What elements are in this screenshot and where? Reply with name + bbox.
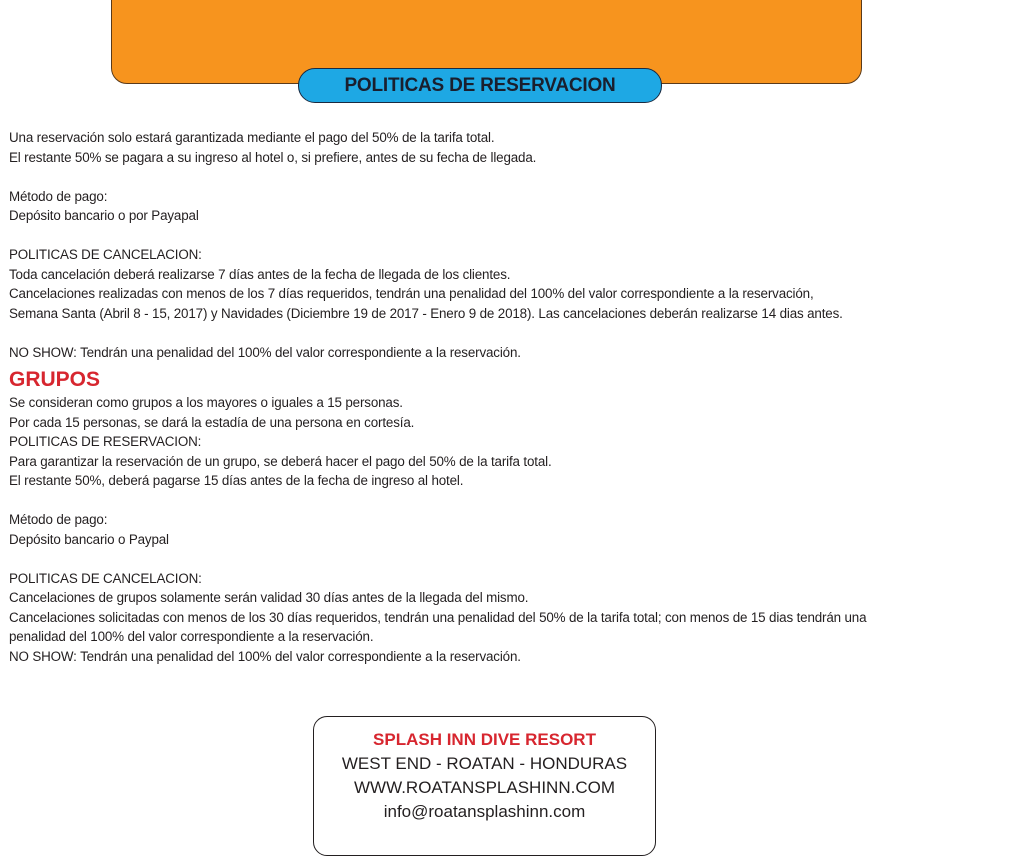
section-title-pill <box>298 68 662 103</box>
groups-intro-line-1: Se consideran como grupos a los mayores o iguales a 15 personas. <box>9 395 403 410</box>
cancellation-line-1: Toda cancelación deberá realizarse 7 días antes de la fecha de llegada de los clientes. <box>9 266 511 282</box>
groups-intro-line-2: Por cada 15 personas, se dará la estadía de una persona en cortesía. <box>9 414 415 430</box>
spacer <box>9 549 1019 569</box>
cancellation-heading: POLITICAS DE CANCELACION: <box>9 247 202 262</box>
groups-cancellation-line-1: Cancelaciones de grupos solamente serán validad 30 días antes de la llegada del mismo. <box>9 590 529 605</box>
reservation-line-1: Una reservación solo estará garantizada mediante el pago del 50% de la tarifa total. <box>9 130 495 145</box>
groups-cancellation-line-3: penalidad del 100% del valor correspondiente a la reservación. <box>9 629 374 644</box>
groups-cancellation-line-2: Cancelaciones solicitadas con menos de los 30 días requeridos, tendrán una penalidad del 50% de la tarifa total; con menos de 15 dias tendrán una <box>9 609 867 625</box>
groups-heading: GRUPOS <box>9 368 101 391</box>
groups-reservation-heading: POLITICAS DE RESERVACION: <box>9 434 202 449</box>
no-show-policy: NO SHOW: Tendrán una penalidad del 100% del valor correspondiente a la reservación. <box>9 344 521 360</box>
groups-cancellation-heading: POLITICAS DE CANCELACION: <box>9 570 202 586</box>
email-link[interactable]: info@roatansplashinn.com <box>383 802 586 821</box>
spacer <box>9 167 1019 187</box>
section-title: POLITICAS DE RESERVACION <box>344 74 616 96</box>
spacer <box>9 323 1019 343</box>
payment-method-label: Método de pago: <box>9 188 108 204</box>
groups-payment-value: Depósito bancario o Paypal <box>9 531 169 547</box>
spacer <box>9 491 1019 511</box>
groups-no-show-policy: NO SHOW: Tendrán una penalidad del 100% del valor correspondiente a la reservación. <box>9 648 521 664</box>
cancellation-line-3: Semana Santa (Abril 8 - 15, 2017) y Navidades (Diciembre 19 de 2017 - Enero 9 de 2018). Las cancelaciones deberán realizarse 14 dias antes. <box>9 305 843 321</box>
reservation-line-2: El restante 50% se pagara a su ingreso al hotel o, si prefiere, antes de su fecha de llegada. <box>9 149 537 165</box>
resort-name: SPLASH INN DIVE RESORT <box>373 730 596 749</box>
policy-content <box>9 128 1019 666</box>
website-link[interactable]: WWW.ROATANSPLASHINN.COM <box>354 778 615 797</box>
spacer <box>9 226 1019 246</box>
groups-reservation-line-2: El restante 50%, deberá pagarse 15 días antes de la fecha de ingreso al hotel. <box>9 473 464 488</box>
groups-reservation-line-1: Para garantizar la reservación de un grupo, se deberá hacer el pago del 50% de la tarifa total. <box>9 453 552 469</box>
contact-footer-box <box>313 716 656 856</box>
groups-payment-label: Método de pago: <box>9 512 108 527</box>
cancellation-line-2: Cancelaciones realizadas con menos de los 7 días requeridos, tendrán una penalidad del 100% del valor correspondiente a la reservación, <box>9 286 814 301</box>
resort-location: WEST END - ROATAN - HONDURAS <box>341 754 628 773</box>
payment-method-value: Depósito bancario o por Payapal <box>9 208 199 223</box>
